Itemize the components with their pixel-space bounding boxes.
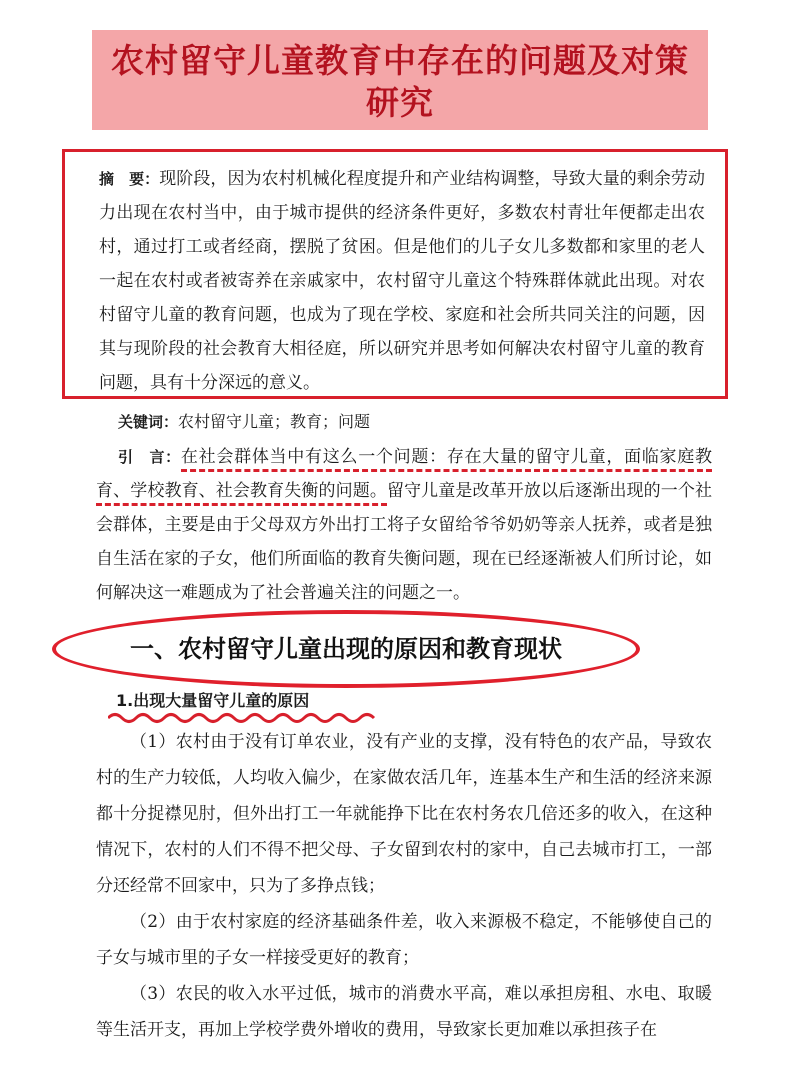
sub-heading: 1.出现大量留守儿童的原因 — [116, 691, 310, 710]
abstract-label: 摘 要： — [99, 170, 160, 188]
abstract-box — [62, 149, 728, 399]
intro-highlight: 在社会群体当中有这么一个问题：存在大量的留守儿童，面临家庭教育、学校教育、社会教育失衡的问题。 — [96, 447, 712, 506]
abstract-text: 现阶段，因为农村机械化程度提升和产业结构调整，导致大量的剩余劳动力出现在农村当中，由于城市提供的经济条件更好，多数农村青壮年便都走出农村，通过打工或者经商，摆脱了贫困。但是他们的儿子女儿多数都和家里的老人一起在农村或者被寄养在亲戚家中，农村留守儿童这个特殊群体就此出现。对农村留守儿童的教育问题，也成为了现在学校、家庭和社会所共同关注的问题，因其与现阶段的社会教育大相径庭，所以研究并思考如何解决农村留守儿童的教育问题，具有十分深远的意义。 — [99, 169, 705, 393]
abstract-paragraph — [99, 162, 705, 400]
body-paragraph-2: （2）由于农村家庭的经济基础条件差，收入来源极不稳定，不能够使自己的子女与城市里的子女一样接受更好的教育； — [96, 912, 712, 968]
intro-label: 引 言： — [118, 448, 181, 466]
section-title: 一、农村留守儿童出现的原因和教育现状 — [130, 635, 562, 663]
keywords-text: 农村留守儿童；教育；问题 — [178, 412, 371, 431]
keywords-label: 关键词： — [118, 413, 179, 431]
intro-paragraph — [96, 440, 712, 610]
intro-section — [96, 440, 712, 610]
wavy-underline — [108, 711, 378, 725]
title-banner — [92, 30, 708, 130]
body-paragraph-1: （1）农村由于没有订单农业，没有产业的支撑，没有特色的农产品，导致农村的生产力较低，人均收入偏少，在家做农活几年，连基本生产和生活的经济来源都十分捉襟见肘，但外出打工一年就能挣下比在农村务农几倍还多的收入，在这种情况下，农村的人们不得不把父母、子女留到农村的家中，自己去城市打工，一部分还经常不回家中，只为了多挣点钱； — [96, 732, 712, 896]
intro-text: 留守儿童是改革开放以后逐渐出现的一个社会群体，主要是由于父母双方外出打工将子女留给爷爷奶奶等亲人抚养，或者是独自生活在家的子女，他们所面临的教育失衡问题，现在已经逐渐被人们所讨论，如何解决这一难题成为了社会普遍关注的问题之一。 — [96, 481, 713, 603]
page-title: 农村留守儿童教育中存在的问题及对策研究 — [111, 41, 689, 122]
section-title-ellipse — [52, 610, 640, 688]
body-paragraph-3: （3）农民的收入水平过低，城市的消费水平高，难以承担房租、水电、取暖等生活开支，再加上学校学费外增收的费用，导致家长更加难以承担孩子在 — [96, 984, 712, 1040]
keywords-line — [118, 408, 728, 436]
section-body — [96, 724, 712, 1048]
